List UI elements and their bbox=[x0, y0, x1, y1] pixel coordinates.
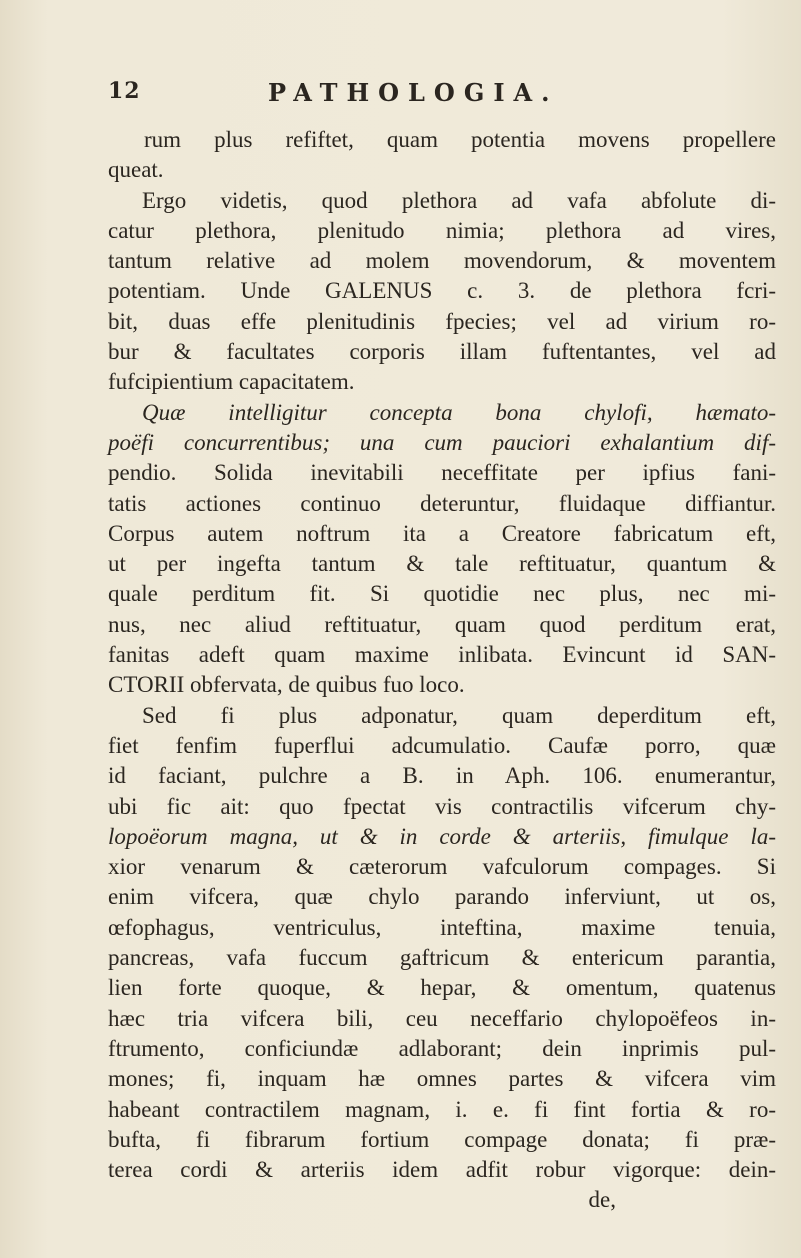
text-line: potentiam. Unde GALENUS c. 3. de plethora fcri- bbox=[108, 278, 776, 304]
text-line: mones; fi, inquam hæ omnes partes & vifcera vim bbox=[108, 1066, 776, 1092]
text-line: tatis actiones continuo deteruntur, fluidaque diffiantur. bbox=[108, 490, 776, 516]
text-line: Corpus autem noftrum ita a Creatore fabricatum eft, bbox=[108, 520, 776, 546]
text-line: lien forte quoque, & hepar, & omentum, quatenus bbox=[108, 975, 776, 1001]
text-line: habeant contractilem magnam, i. e. fi fint fortia & ro- bbox=[108, 1096, 776, 1122]
text-line: poëfi concurrentibus; una cum pauciori exhalantium dif- bbox=[108, 429, 776, 455]
text-line: lopoëorum magna, ut & in corde & arteriis, fimulque la- bbox=[108, 823, 776, 849]
text-line: CTORII obfervata, de quibus fuo loco. bbox=[108, 672, 465, 698]
body-text bbox=[108, 125, 776, 1216]
text-line: terea cordi & arteriis idem adfit robur vigorque: dein- bbox=[108, 1157, 776, 1183]
text-line: ubi fic ait: quo fpectat vis contractilis vifcerum chy- bbox=[108, 793, 776, 819]
text-line: Quæ intelligitur concepta bona chylofi, hæmato- bbox=[142, 399, 776, 425]
page-header bbox=[108, 78, 748, 108]
text-line: pendio. Solida inevitabili neceffitate per ipfius fani- bbox=[108, 460, 776, 486]
catchword: de, bbox=[588, 1187, 616, 1213]
text-line: pancreas, vafa fuccum gaftricum & entericum parantia, bbox=[108, 945, 776, 971]
text-line: enim vifcera, quæ chylo parando inferviunt, ut os, bbox=[108, 884, 776, 910]
text-line: nus, nec aliud reftituatur, quam quod perditum erat, bbox=[108, 611, 776, 637]
text-line: ftrumento, conficiundæ adlaborant; dein inprimis pul- bbox=[108, 1035, 776, 1061]
text-line: ut per ingefta tantum & tale reftituatur, quantum & bbox=[108, 551, 776, 577]
text-line: xior venarum & cæterorum vafculorum compages. Si bbox=[108, 854, 776, 880]
text-line: fanitas adeft quam maxime inlibata. Evincunt id SAN- bbox=[108, 642, 776, 668]
text-line: id faciant, pulchre a B. in Aph. 106. enumerantur, bbox=[108, 763, 776, 789]
text-line: catur plethora, plenitudo nimia; plethora ad vires, bbox=[108, 217, 776, 243]
text-line: queat. bbox=[108, 157, 164, 183]
text-line: hæc tria vifcera bili, ceu neceffario chylopoëfeos in- bbox=[108, 1005, 776, 1031]
text-line: fufcipientium capacitatem. bbox=[108, 369, 355, 395]
text-line: œfophagus, ventriculus, inteftina, maxime tenuia, bbox=[108, 914, 776, 940]
text-line: bufta, fi fibrarum fortium compage donata; fi præ- bbox=[108, 1126, 776, 1152]
page-number: 12 bbox=[108, 78, 141, 104]
text-line: quale perditum fit. Si quotidie nec plus, nec mi- bbox=[108, 581, 776, 607]
text-line: bit, duas effe plenitudinis fpecies; vel ad virium ro- bbox=[108, 308, 776, 334]
text-line: tantum relative ad molem movendorum, & moventem bbox=[108, 248, 776, 274]
text-line: rum plus refiftet, quam potentia movens propellere bbox=[144, 127, 776, 152]
running-head: PATHOLOGIA. bbox=[268, 78, 559, 107]
text-line: bur & facultates corporis illam fuftentantes, vel ad bbox=[108, 339, 776, 365]
text-line: fiet fenfim fuperflui adcumulatio. Caufæ porro, quæ bbox=[108, 732, 776, 758]
text-line: Sed fi plus adponatur, quam deperditum eft, bbox=[142, 702, 776, 728]
text-line: Ergo videtis, quod plethora ad vafa abfolute di- bbox=[142, 187, 776, 213]
